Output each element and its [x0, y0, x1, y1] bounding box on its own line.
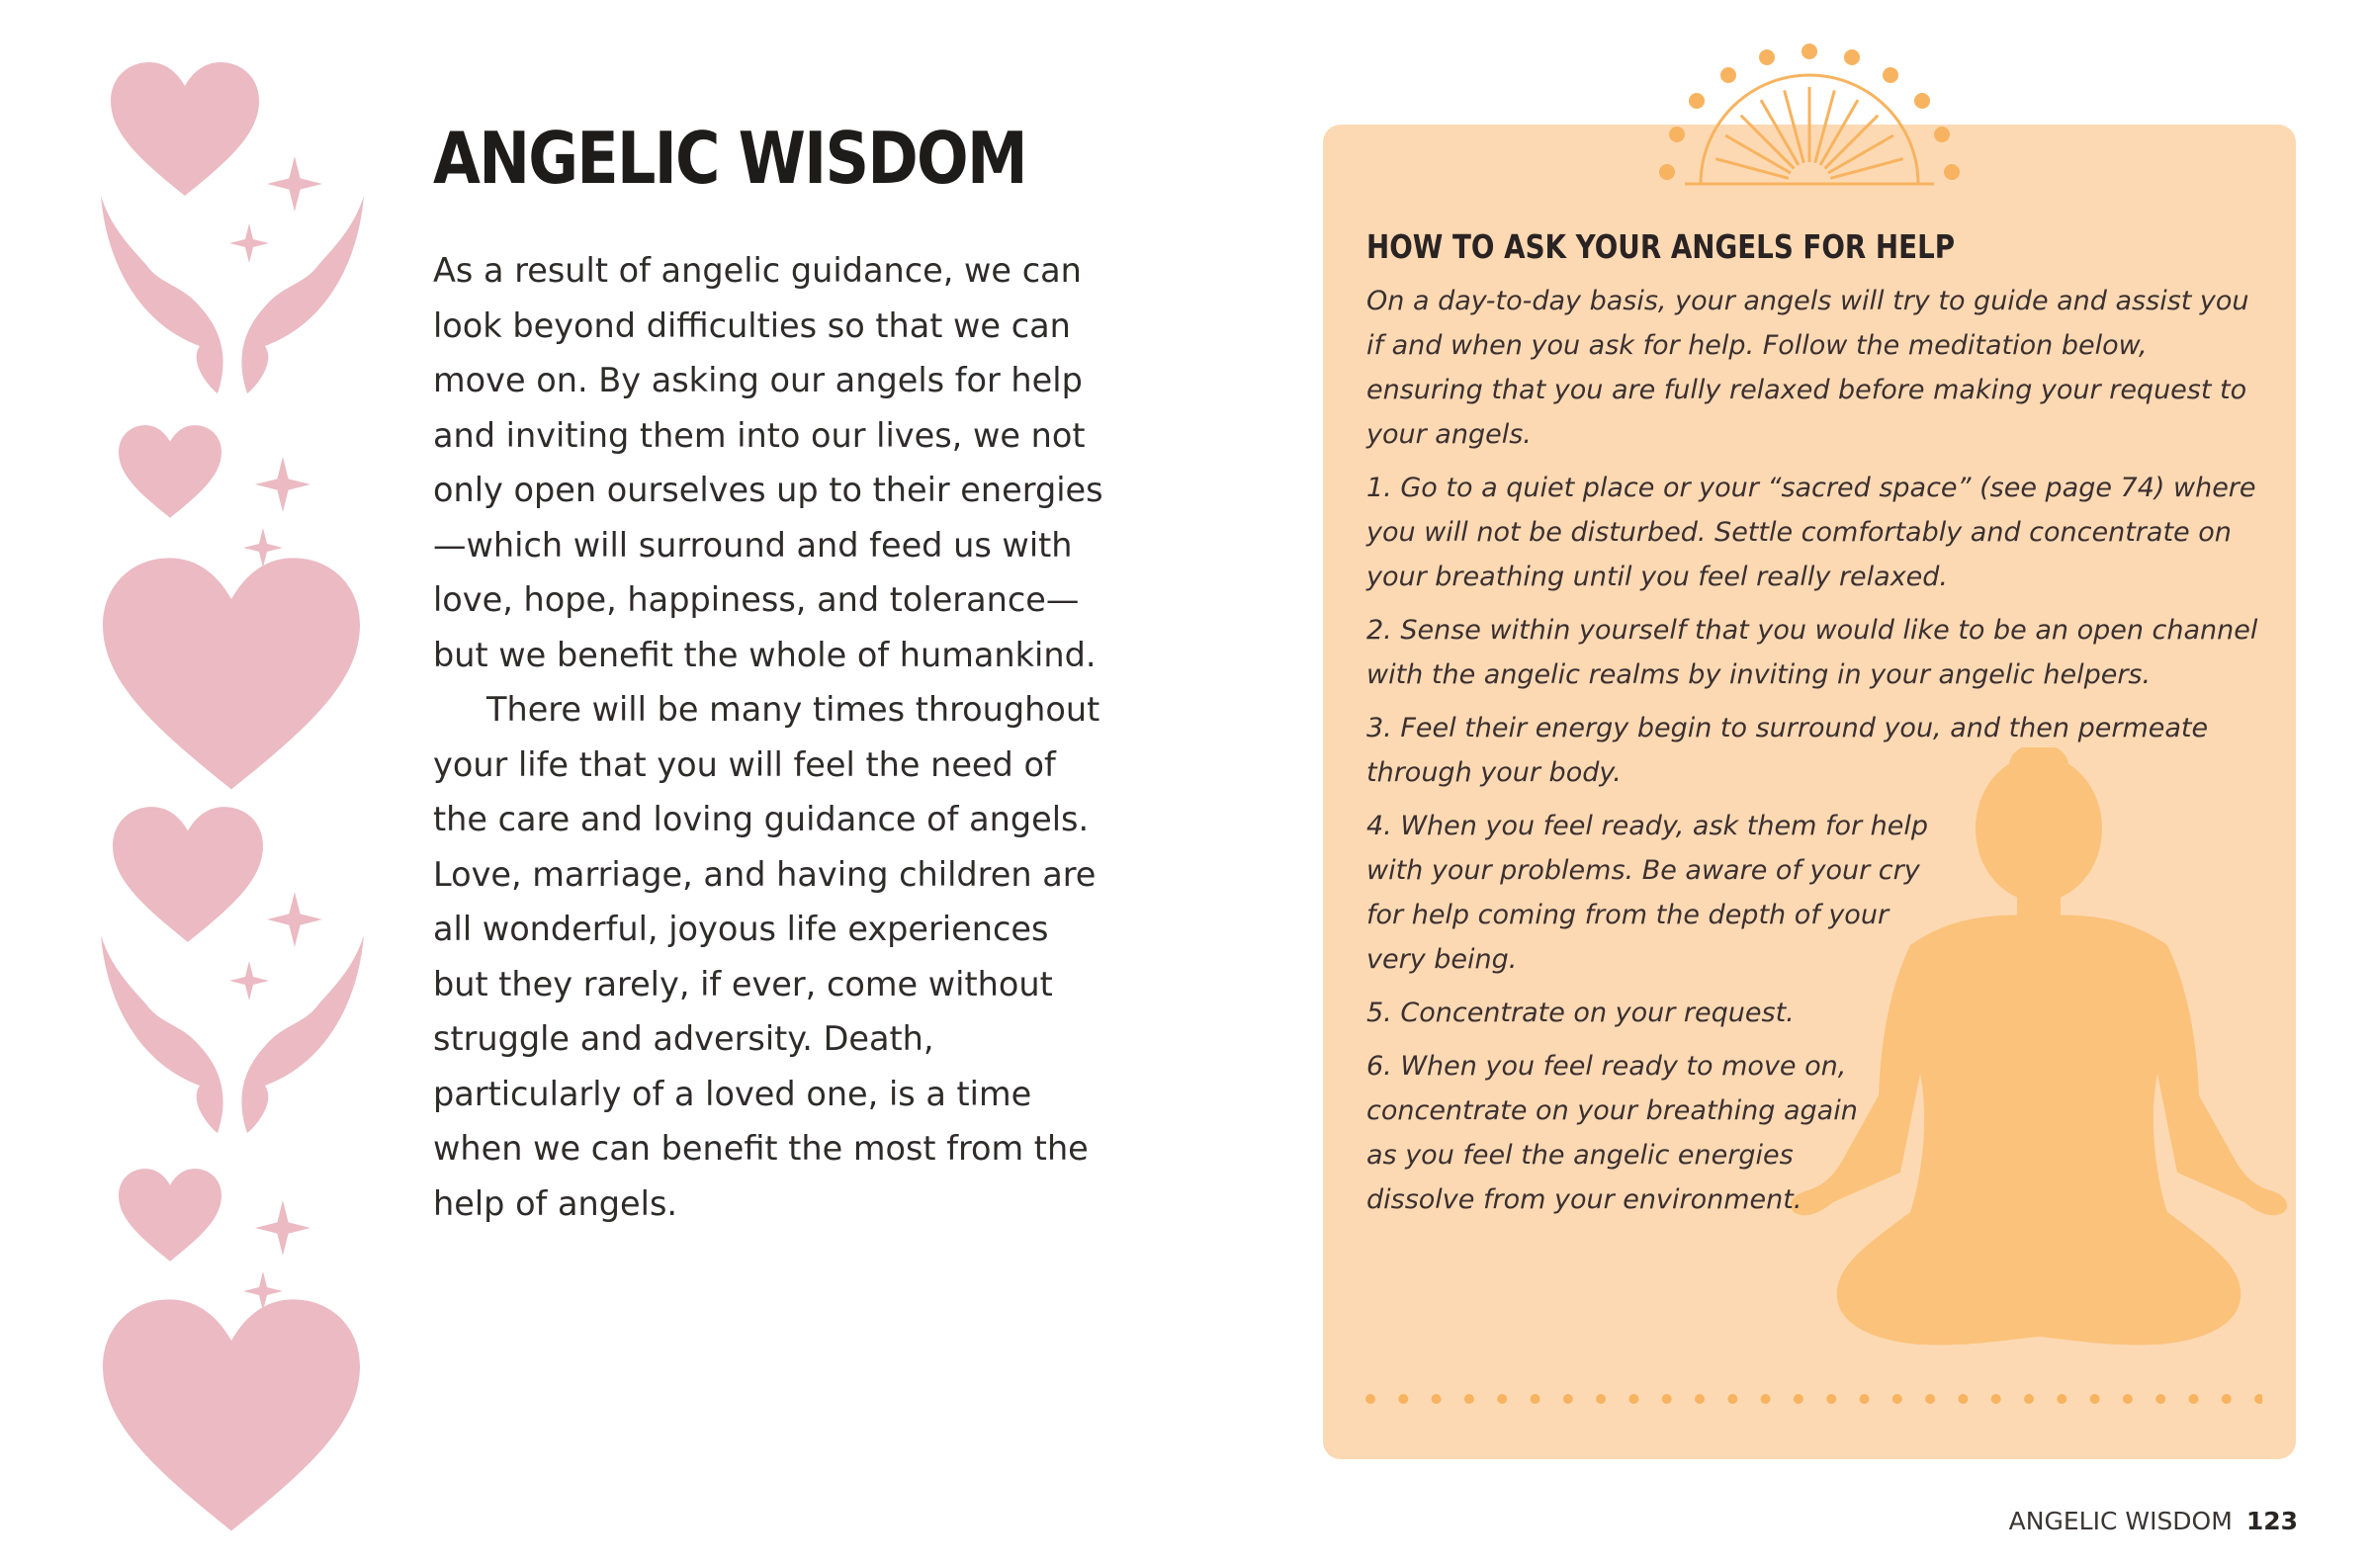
sparkle-icon	[255, 1200, 310, 1256]
angel-wings-icon	[101, 196, 364, 393]
page-footer	[2009, 1507, 2298, 1535]
article-paragraph: There will be many times throughout your life that you will feel the need of the care and loving guidance of angels. Love, marriage, and having children are all wonderful, joyous life experiences but they rarely, if ever, come without struggle and adversity. Death, particularly of a loved one, is a time when we can benefit the most from the help of angels.	[433, 690, 1100, 1223]
step-item	[1366, 466, 2261, 599]
step-number: 6.	[1366, 1051, 1392, 1082]
step-number: 4.	[1366, 811, 1392, 841]
step-item	[1366, 608, 2261, 697]
article-paragraph: As a result of angelic guidance, we can look beyond difficulties so that we can move on. By asking our angels for help and inviting them into our lives, we not only open ourselves up to their energies—which will surround and feed us with love, hope, happiness, and tolerance—but we benefit the whole of humankind.	[433, 251, 1103, 674]
sunrise-icon	[1641, 36, 1978, 204]
step-number: 2.	[1366, 615, 1392, 646]
article-body	[433, 243, 1105, 1231]
step-text: Concentrate on your request.	[1400, 998, 1795, 1028]
step-item	[1366, 991, 1935, 1035]
page-number: 123	[2245, 1507, 2298, 1535]
footer-section-title: ANGELIC WISDOM	[2008, 1507, 2233, 1535]
step-item	[1366, 1044, 1861, 1222]
sidebar-title: HOW TO ASK YOUR ANGELS FOR HELP	[1366, 227, 1956, 266]
step-number: 3.	[1366, 713, 1392, 743]
step-text: When you feel ready to move on, concentrate on your breathing again as you feel the angelic energies dissolve from your environment.	[1366, 1051, 1858, 1215]
step-text: When you feel ready, ask them for help with your problems. Be aware of your cry for help coming from the depth of your very being.	[1366, 811, 1929, 975]
sidebar-box	[1323, 125, 2296, 1459]
heart-icon	[103, 1299, 360, 1536]
step-item	[1366, 804, 1935, 982]
sidebar-intro: On a day-to-day basis, your angels will try to guide and assist you if and when you ask for help. Follow the meditation below, ensuring that you are fully relaxed before making your request to your angels.	[1366, 286, 2249, 450]
sparkle-icon	[255, 457, 310, 512]
decorative-column	[89, 49, 386, 1552]
step-item	[1366, 706, 2261, 795]
heart-icon	[111, 61, 259, 200]
sidebar-text	[1366, 279, 2261, 1231]
heart-icon	[113, 807, 263, 945]
step-text: Go to a quiet place or your “sacred space” (see page 74) where you will not be disturbed. Settle comfortably and concentrate on your breathing until you feel really relaxed.	[1366, 473, 2256, 592]
step-number: 5.	[1366, 998, 1392, 1028]
heart-icon	[119, 425, 221, 520]
step-number: 1.	[1366, 473, 1392, 503]
dotted-divider	[1362, 1392, 2262, 1406]
page-title: ANGELIC WISDOM	[433, 117, 1026, 200]
heart-icon	[103, 558, 360, 795]
angel-wings-icon	[101, 935, 364, 1133]
heart-icon	[119, 1169, 221, 1263]
step-text: Sense within yourself that you would like to be an open channel with the angelic realms by inviting in your angelic helpers.	[1366, 615, 2258, 690]
step-text: Feel their energy begin to surround you, and then permeate through your body.	[1366, 713, 2209, 788]
